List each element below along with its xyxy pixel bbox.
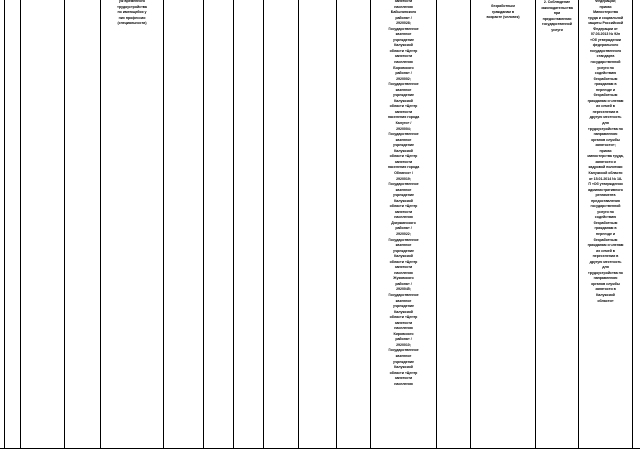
- column-border: [436, 0, 437, 449]
- cell-institutions: занятости населения Бабынинского района» / 2920028; Государственное казенное учреждение Калужской области «Центр занятости населения Боровского района» / 2920002; Государственное казенное учреждение Калужской области «Центр занятости населения города Калуги» / 2920004; Государственное казенное учреждение Калужской области «Центр занятости населения города Обнинск» / 2920019; Государственное казенное учреждение Калужской области «Центр занятости населения Дзержинского района» / 2920022; Государственное казенное учреждение Калужской области «Центр занятости населения Жуковского района» / 2920045; Государственное казенное учреждение Калужской области «Центр занятости населения Кировского района» / 2920010; Государственное казенное учреждение Калужской области «Центр занятости населения: [387, 0, 420, 386]
- column-border: [163, 0, 164, 449]
- column-border: [100, 0, 101, 449]
- cell-legal-basis: Федерации; приказ Министерства труда и социальной защиты Российской Федерации от 07.03.2013 № 92н «Об утверждении федерального государственного стандарта государственной услуги по содействию безработным гражданам в переезде и безработным гражданам и членам их семей в переселении в другую местность для трудоустройства по направлению органов службы занятости»; приказ министерства труда, занятости и кадровой политики Калужской области от 15.01.2014 № 18- П «Об утверждении административного регламента предоставления государственной услуги по содействию безработным гражданам в переезде и безработным гражданам и членам их семей в переселении в другую местность для трудоустройства по направлению органов службы занятости в Калужской области»: [587, 0, 624, 303]
- cell-qualification: уж временного трудоустройства по имеющейся у них профессии (специальности): [117, 0, 147, 26]
- column-border: [470, 0, 471, 449]
- column-border: [203, 0, 204, 449]
- column-border: [336, 0, 337, 449]
- column-border: [298, 0, 299, 449]
- column-border: [64, 0, 65, 449]
- column-border: [20, 0, 21, 449]
- column-border: [632, 0, 633, 449]
- column-border: [233, 0, 234, 449]
- cell-recipients: безработным гражданам в возрасте (человек): [486, 4, 520, 20]
- column-border: [263, 0, 264, 449]
- column-border: [535, 0, 536, 449]
- column-border: [4, 0, 5, 449]
- cell-indicator: 2. Соблюдение законодательства при предоставлении государственной услуги: [541, 0, 573, 32]
